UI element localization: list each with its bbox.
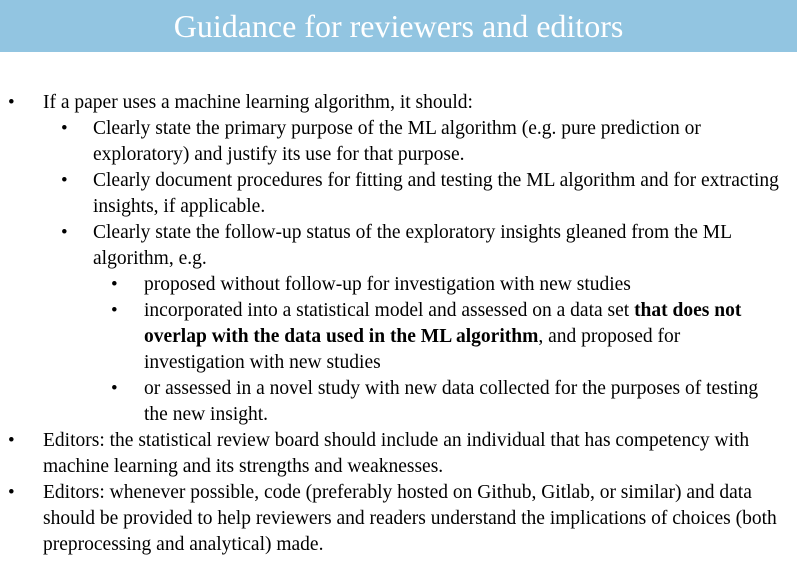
bullet-dot-icon: •: [61, 170, 68, 191]
bullet-dot-icon: •: [61, 222, 68, 243]
bullet-text: If a paper uses a machine learning algorithm, it should:: [43, 92, 473, 113]
bullet-text: Clearly state the follow-up status of the exploratory insights gleaned from the ML algorithm, e.g.: [93, 222, 732, 269]
slide-title: Guidance for reviewers and editors: [173, 8, 624, 44]
bullet-dot-icon: •: [111, 300, 118, 321]
bullet-dot-icon: •: [8, 430, 15, 451]
bullet-text-after: , and proposed for investigation with new studies: [144, 326, 681, 373]
bullet-editors-code-data: [0, 480, 797, 558]
bullet-text: or assessed in a novel study with new data collected for the purposes of testing the new insight.: [144, 378, 759, 425]
sub-sub-bullet-proposed: [0, 272, 797, 298]
bullet-text: Clearly state the primary purpose of the ML algorithm (e.g. pure prediction or exploratory) and justify its use for that purpose.: [93, 118, 701, 165]
bullet-text: Editors: whenever possible, code (preferably hosted on Github, Gitlab, or similar) and data should be provided to help reviewers and readers understand the implications of choices (both preprocessing and analytical) made.: [43, 482, 777, 555]
bullet-text-before: incorporated into a statistical model and assessed on a data set: [144, 300, 635, 321]
bullet-ml-paper: [0, 90, 797, 116]
bullet-list: [0, 90, 797, 558]
bullet-dot-icon: •: [8, 482, 15, 503]
bullet-dot-icon: •: [111, 274, 118, 295]
bullet-dot-icon: •: [8, 92, 15, 113]
sub-sub-bullet-incorporated: [0, 298, 797, 376]
sub-sub-bullet-novel-study: [0, 376, 797, 428]
sub-bullet-follow-up: [0, 220, 797, 272]
sub-bullet-purpose: [0, 116, 797, 168]
bullet-text-bold: that does not overlap with the data used in the ML algorithm: [144, 300, 742, 347]
bullet-text: Clearly document procedures for fitting and testing the ML algorithm and for extracting insights, if applicable.: [93, 170, 779, 217]
bullet-text: Editors: the statistical review board should include an individual that has competency with machine learning and its strengths and weaknesses.: [43, 430, 750, 477]
bullet-editors-review-board: [0, 428, 797, 480]
bullet-text: proposed without follow-up for investigation with new studies: [144, 274, 631, 295]
sub-bullet-procedures: [0, 168, 797, 220]
title-banner: [0, 0, 797, 52]
bullet-dot-icon: •: [61, 118, 68, 139]
bullet-dot-icon: •: [111, 378, 118, 399]
